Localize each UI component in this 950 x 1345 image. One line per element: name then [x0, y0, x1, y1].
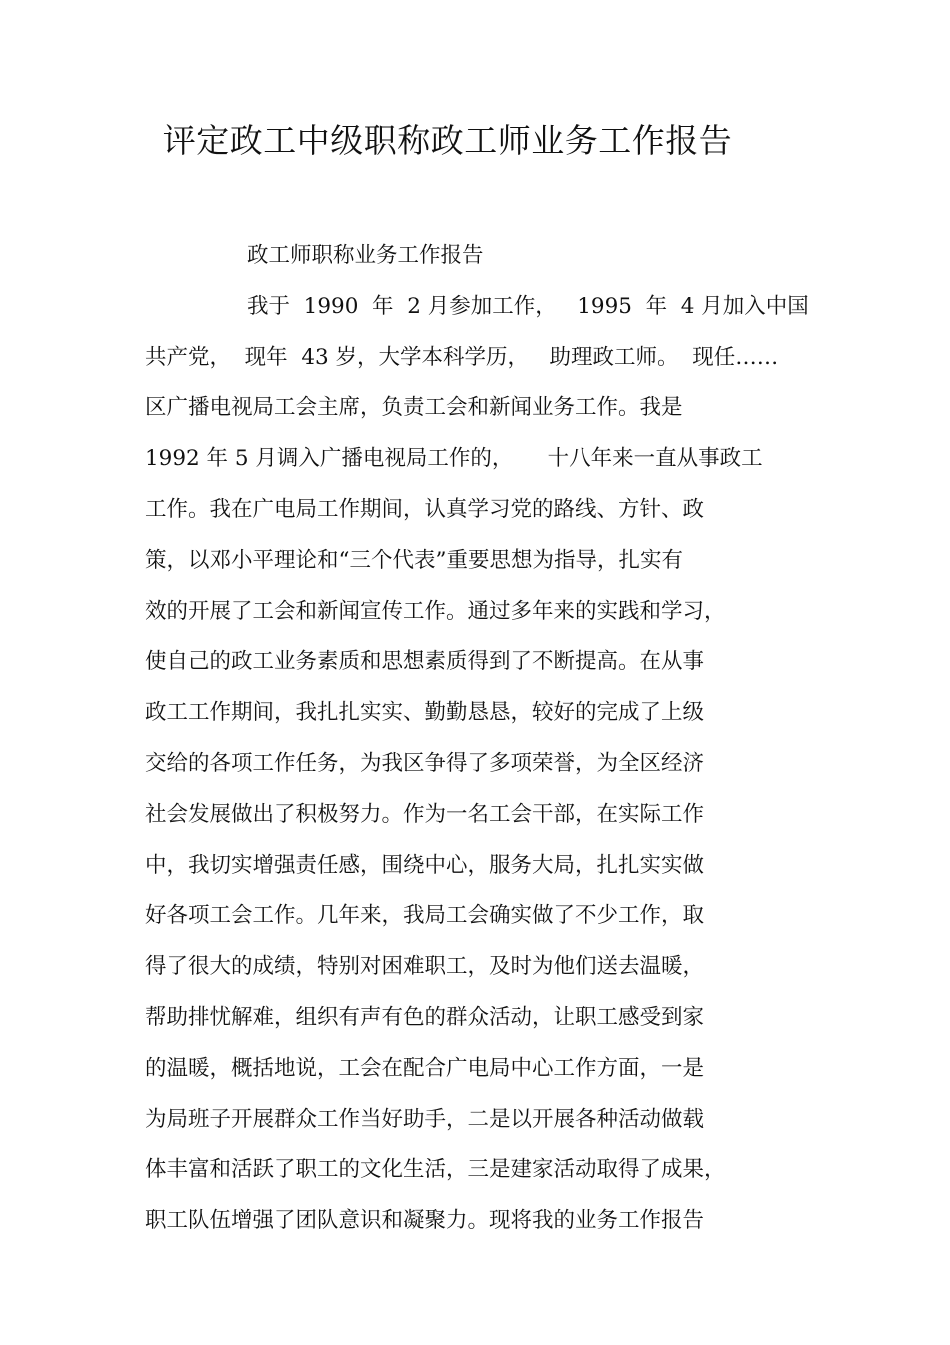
- paragraph-line: 1992 年 5 月调入广播电视局工作的， 十八年来一直从事政工: [145, 446, 763, 472]
- paragraph-line: 我于 1990 年 2 月参加工作， 1995 年 4 月加入中国: [247, 293, 809, 319]
- paragraph-line: 策，以邓小平理论和“三个代表”重要思想为指导，扎实有: [145, 547, 683, 573]
- paragraph-line: 工作。我在广电局工作期间，认真学习党的路线、方针、政: [145, 496, 705, 522]
- paragraph-line: 为局班子开展群众工作当好助手，二是以开展各种活动做载: [145, 1106, 705, 1132]
- paragraph-line: 得了很大的成绩，特别对困难职工，及时为他们送去温暖，: [145, 954, 705, 980]
- paragraph-line: 效的开展了工会和新闻宣传工作。通过多年来的实践和学习，: [145, 598, 726, 624]
- paragraph-line: 区广播电视局工会主席，负责工会和新闻业务工作。我是: [145, 395, 683, 421]
- subtitle-line: 政工师职称业务工作报告: [247, 243, 484, 268]
- paragraph-line: 帮助排忧解难，组织有声有色的群众活动，让职工感受到家: [145, 1004, 705, 1030]
- paragraph-line: 好各项工会工作。几年来，我局工会确实做了不少工作，取: [145, 903, 705, 929]
- document-body: [145, 236, 815, 1252]
- paragraph-line: 政工工作期间，我扎扎实实、勤勤恳恳，较好的完成了上级: [145, 700, 705, 726]
- paragraph-line: 职工队伍增强了团队意识和凝聚力。现将我的业务工作报告: [145, 1208, 705, 1234]
- paragraph-line: 共产党， 现年 43 岁，大学本科学历， 助理政工师。 现任……: [145, 344, 779, 370]
- document-title: 评定政工中级职称政工师业务工作报告: [162, 121, 733, 160]
- paragraph-line: 中，我切实增强责任感，围绕中心，服务大局，扎扎实实做: [145, 852, 705, 878]
- paragraph-line: 使自己的政工业务素质和思想素质得到了不断提高。在从事: [145, 649, 705, 675]
- paragraph-line: 社会发展做出了积极努力。作为一名工会干部，在实际工作: [145, 801, 705, 827]
- paragraph-line: 交给的各项工作任务，为我区争得了多项荣誉，为全区经济: [145, 750, 705, 776]
- paragraph-line: 体丰富和活跃了职工的文化生活，三是建家活动取得了成果，: [145, 1157, 726, 1183]
- paragraph-line: 的温暖，概括地说，工会在配合广电局中心工作方面，一是: [145, 1055, 705, 1081]
